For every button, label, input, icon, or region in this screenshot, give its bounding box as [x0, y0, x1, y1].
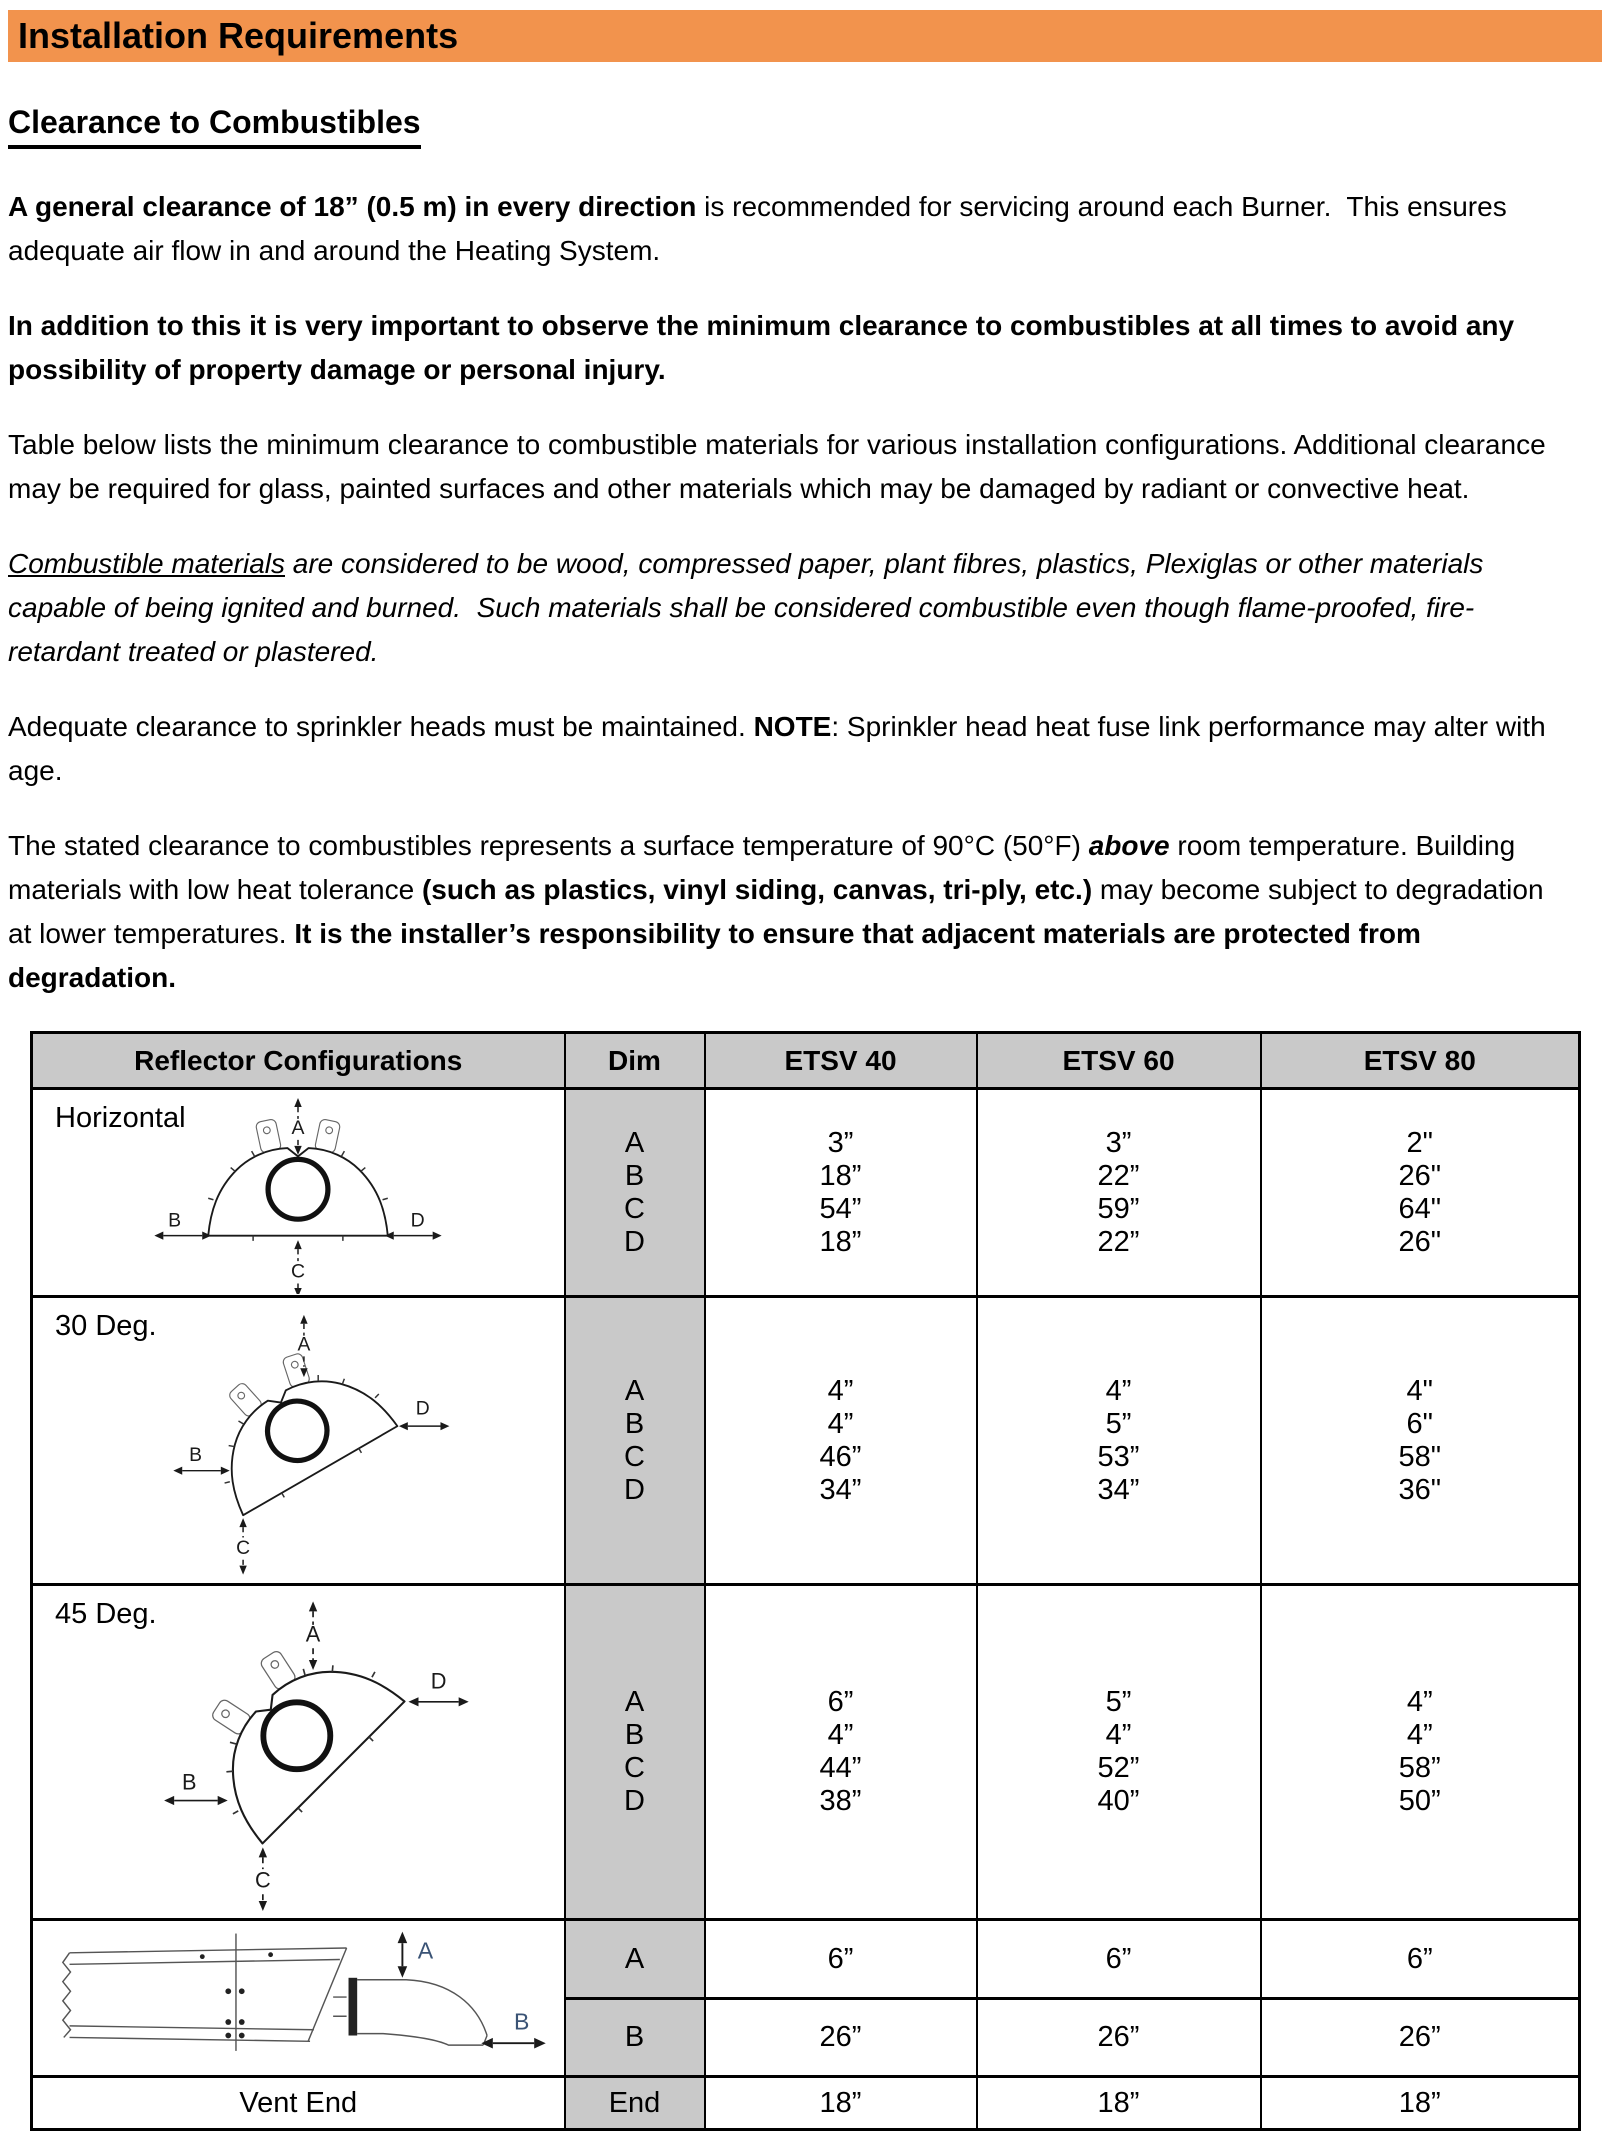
paragraph-text: are considered to be wood, compressed paper, plant fibres, plastics, Plexiglas or other materials capable of being ignited and burned. Such materials shall be considered combustible even though flame-proofed, fire-retardant treated or plastered.	[8, 548, 1484, 667]
etsv60-values	[977, 1297, 1261, 1585]
paragraph-text: may become subject to degradation at lower temperatures.	[8, 874, 1544, 949]
paragraph-text: Adequate clearance to sprinkler heads must be maintained.	[8, 711, 754, 742]
clearance-value: 18”	[977, 2077, 1261, 2130]
table-row-vent-end	[32, 2077, 1580, 2130]
clearance-value: 26"	[1398, 1225, 1442, 1258]
header-reflector-configurations: Reflector Configurations	[32, 1033, 565, 1089]
clearance-value: 34”	[1097, 1473, 1140, 1506]
vent-end-diagram	[41, 1922, 556, 2074]
paragraph-text: room temperature. Building materials with low heat tolerance	[8, 830, 1516, 905]
paragraph-bold-lead: A general clearance of 18” (0.5 m) in every direction	[8, 191, 697, 222]
clearance-table	[30, 1031, 1581, 2131]
dim-arrow-label-d: D	[410, 1209, 425, 1232]
dim-arrow-label-d: D	[415, 1397, 430, 1419]
clearance-value: 4”	[827, 1719, 854, 1751]
table-row-horizontal	[32, 1089, 1580, 1297]
clearance-value: 4”	[1406, 1719, 1433, 1751]
dim-letter: B	[624, 1407, 645, 1440]
clearance-value: 53”	[1097, 1440, 1140, 1473]
section-heading: Clearance to Combustibles	[8, 104, 421, 149]
dim-cell: End	[565, 2077, 705, 2130]
clearance-value: 64"	[1398, 1192, 1442, 1225]
dim-letter: D	[624, 1225, 645, 1258]
clearance-value: 6”	[705, 1920, 977, 1999]
dim-arrow-label-d: D	[430, 1668, 447, 1694]
clearance-value: 26”	[705, 1999, 977, 2077]
clearance-value: 4”	[1105, 1719, 1132, 1751]
clearance-value: 2"	[1406, 1126, 1433, 1159]
etsv40-values	[705, 1089, 977, 1297]
paragraph-important-notice: In addition to this it is very important to observe the minimum clearance to combustibles at all times to avoid any possibility of property damage or personal injury.	[8, 310, 1515, 385]
dim-cell: A	[565, 1920, 705, 1999]
config-label: Horizontal	[55, 1102, 186, 1134]
dim-letter: C	[624, 1192, 645, 1225]
paragraph-combustible-definition	[8, 542, 1560, 674]
clearance-value: 59”	[1097, 1192, 1140, 1225]
clearance-value: 18”	[819, 1225, 862, 1258]
paragraph-general-clearance	[8, 185, 1560, 273]
clearance-value: 44”	[819, 1752, 862, 1784]
dim-arrow-label-c: C	[236, 1537, 251, 1559]
clearance-value: 18”	[819, 1159, 862, 1192]
config-cell-horizontal	[32, 1089, 565, 1297]
clearance-value: 52”	[1097, 1752, 1140, 1784]
clearance-value: 18”	[1261, 2077, 1580, 2130]
clearance-value: 4"	[1406, 1374, 1433, 1407]
dim-letter: D	[624, 1473, 645, 1506]
etsv60-values	[977, 1585, 1261, 1920]
dim-arrow-label-a: A	[297, 1333, 311, 1355]
materials-list-bold: (such as plastics, vinyl siding, canvas, tri-ply, etc.)	[421, 874, 1093, 905]
paragraph-table-intro: Table below lists the minimum clearance to combustible materials for various installation configurations. Additional clearance may be required for glass, painted surfaces and other materials which may be damaged by radiant or convective heat.	[8, 429, 1546, 504]
paragraph-text: : Sprinkler head heat fuse link performance may alter with age.	[8, 711, 1546, 786]
clearance-value: 4”	[1105, 1374, 1132, 1407]
clearance-value: 18”	[705, 2077, 977, 2130]
clearance-value: 36"	[1398, 1473, 1442, 1506]
clearance-value: 46”	[819, 1440, 862, 1473]
etsv40-values	[705, 1585, 977, 1920]
dim-arrow-label-b: B	[168, 1209, 182, 1232]
combustible-materials-term: Combustible materials	[8, 548, 285, 579]
dim-letter: B	[624, 1159, 645, 1192]
installer-responsibility-bold: It is the installer’s responsibility to ensure that adjacent materials are protected from degradation.	[8, 918, 1421, 993]
clearance-value: 6”	[827, 1686, 854, 1718]
clearance-value: 26"	[1398, 1159, 1442, 1192]
dim-letter: C	[624, 1752, 645, 1784]
clearance-value: 26”	[1261, 1999, 1580, 2077]
clearance-value: 22”	[1097, 1225, 1140, 1258]
clearance-value: 4”	[1406, 1686, 1433, 1718]
dim-letter: A	[624, 1374, 645, 1407]
table-row-45-deg	[32, 1585, 1580, 1920]
header-etsv-80: ETSV 80	[1261, 1033, 1580, 1089]
clearance-value: 5”	[1105, 1407, 1132, 1440]
clearance-value: 38”	[819, 1785, 862, 1817]
etsv80-values	[1261, 1585, 1580, 1920]
config-cell-45-deg	[32, 1585, 565, 1920]
page-title: Installation Requirements	[18, 15, 459, 56]
header-dim: Dim	[565, 1033, 705, 1089]
clearance-value: 3”	[827, 1126, 854, 1159]
dim-cell	[565, 1297, 705, 1585]
clearance-value: 22”	[1097, 1159, 1140, 1192]
config-label: 45 Deg.	[55, 1598, 157, 1630]
dim-letter: B	[624, 1719, 645, 1751]
clearance-value: 54”	[819, 1192, 862, 1225]
table-row-30-deg	[32, 1297, 1580, 1585]
clearance-value: 6”	[1261, 1920, 1580, 1999]
dim-cell	[565, 1089, 705, 1297]
45-deg-reflector-diagram	[43, 1588, 553, 1916]
paragraph-sprinkler-note	[8, 705, 1560, 793]
dim-arrow-label-b: B	[189, 1444, 203, 1466]
clearance-value: 4”	[827, 1374, 854, 1407]
dim-cell: B	[565, 1999, 705, 2077]
paragraph-surface-temperature	[8, 824, 1560, 1000]
etsv40-values	[705, 1297, 977, 1585]
header-etsv-60: ETSV 60	[977, 1033, 1261, 1089]
etsv80-values	[1261, 1297, 1580, 1585]
etsv60-values	[977, 1089, 1261, 1297]
paragraph-text: The stated clearance to combustibles represents a surface temperature of 90°C (50°F)	[8, 830, 1089, 861]
note-label: NOTE	[753, 711, 832, 742]
page-banner	[8, 10, 1602, 62]
clearance-value: 26”	[977, 1999, 1261, 2077]
body-copy	[8, 185, 1560, 1000]
clearance-value: 5”	[1105, 1686, 1132, 1718]
clearance-value: 40”	[1097, 1785, 1140, 1817]
vent-end-label: Vent End	[32, 2077, 565, 2130]
dim-arrow-label-a: A	[291, 1116, 305, 1139]
clearance-value: 6"	[1406, 1407, 1433, 1440]
clearance-value: 34”	[819, 1473, 862, 1506]
table-header-row	[32, 1033, 1580, 1089]
clearance-value: 6”	[977, 1920, 1261, 1999]
dim-arrow-label-c: C	[255, 1867, 271, 1893]
vent-arrow-label-a: A	[417, 1937, 433, 1964]
config-cell-vent	[32, 1920, 565, 2077]
dim-letter: D	[624, 1785, 645, 1817]
config-cell-30-deg	[32, 1297, 565, 1585]
header-etsv-40: ETSV 40	[705, 1033, 977, 1089]
config-label: 30 Deg.	[55, 1310, 157, 1342]
above-emphasis: above	[1088, 830, 1170, 861]
dim-letter: C	[624, 1440, 645, 1473]
dim-arrow-label-c: C	[291, 1260, 306, 1283]
dim-arrow-label-b: B	[182, 1769, 197, 1795]
dim-letter: A	[624, 1126, 645, 1159]
clearance-value: 58"	[1398, 1440, 1442, 1473]
clearance-value: 3”	[1105, 1126, 1132, 1159]
dim-cell	[565, 1585, 705, 1920]
paragraph-text: is recommended for servicing around each Burner. This ensures adequate air flow in and around the Heating System.	[8, 191, 1507, 266]
dim-letter: A	[624, 1686, 645, 1718]
table-row-vent-a	[32, 1920, 1580, 1999]
clearance-value: 4”	[827, 1407, 854, 1440]
etsv80-values	[1261, 1089, 1580, 1297]
vent-arrow-label-b: B	[513, 2008, 530, 2035]
dim-arrow-label-a: A	[306, 1621, 321, 1647]
clearance-value: 50”	[1398, 1785, 1441, 1817]
clearance-value: 58”	[1398, 1752, 1441, 1784]
